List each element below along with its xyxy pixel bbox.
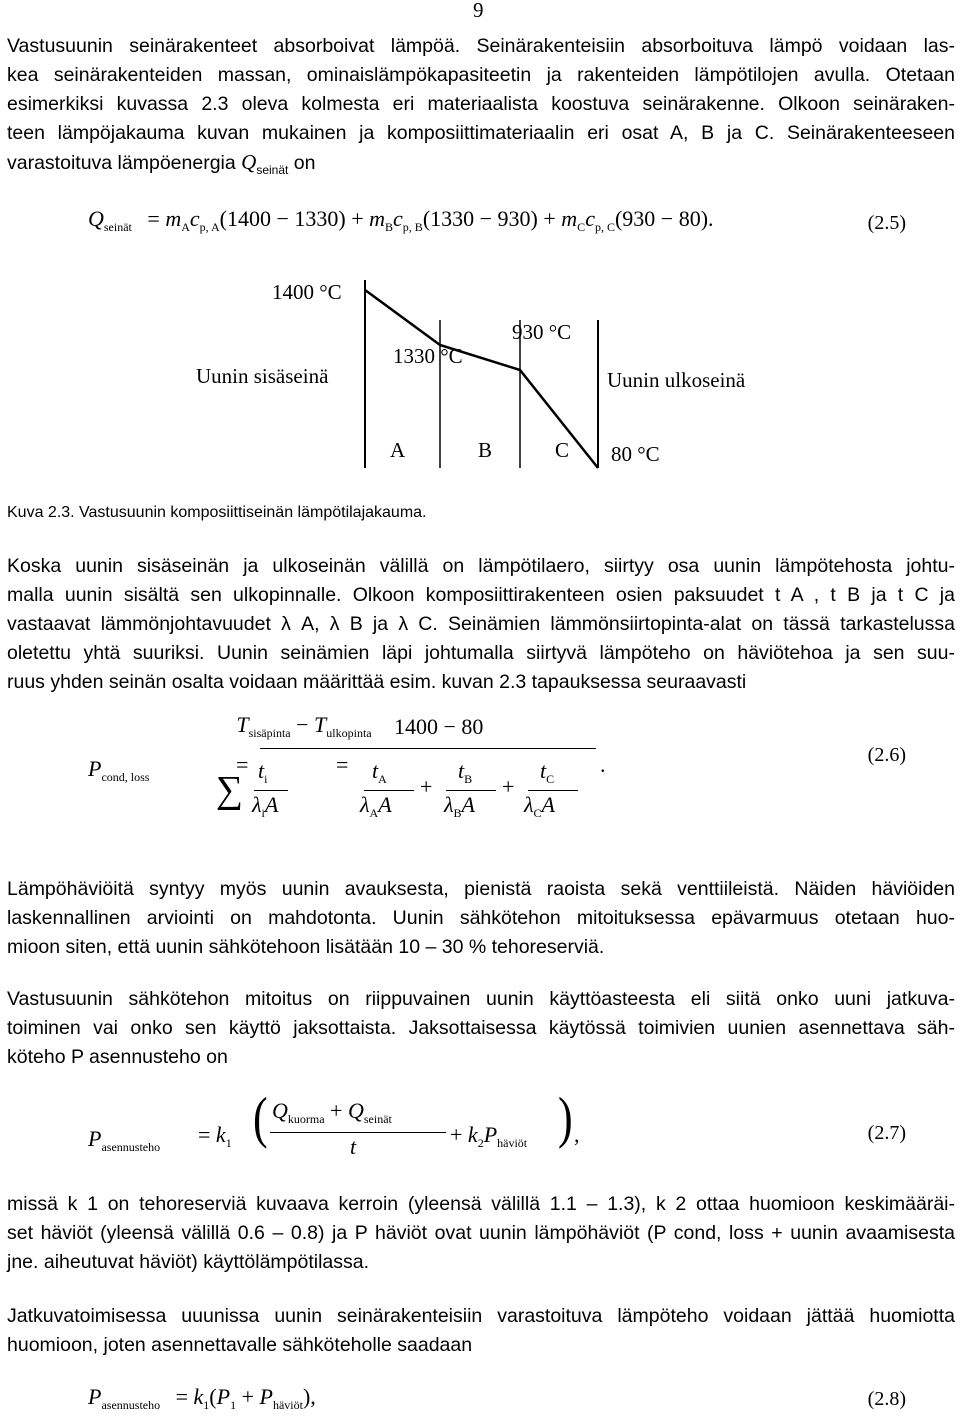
text-line: köteho P asennusteho on <box>7 1046 228 1068</box>
text-line: laskennallinen arviointi on mahdotonta. Uunin sähkötehon mitoituksessa epävarmuus otetaan huo- <box>7 907 955 929</box>
koska-paragraph <box>7 552 955 697</box>
text-line: toiminen vai onko sen käyttö jaksottaista. Jaksottaisessa käytössä toimivien uunien asennettava säh- <box>7 1017 955 1039</box>
temperature-figure <box>0 260 960 480</box>
text-line: missä k 1 on tehoreserviä kuvaava kerroin (yleensä välillä 1.1 – 1.3), k 2 ottaa huomioon keskimääräi- <box>7 1193 955 1215</box>
text-line: Lämpöhäviöitä syntyy myös uunin avauksesta, pienistä raoista sekä venttiileistä. Näiden häviöiden <box>7 878 955 900</box>
where-paragraph <box>7 1190 955 1277</box>
text-line: Koska uunin sisäseinän ja ulkoseinän välillä on lämpötilaero, siirtyy osa uunin lämpötehosta johtu- <box>7 555 955 577</box>
text-line: ruus yhden seinän osalta voidaan määrittää esim. kuvan 2.3 tapauksessa seuraavasti <box>7 671 747 693</box>
text-line: Vastusuunin sähkötehon mitoitus on riippuvainen uunin käyttöasteesta eli siitä onko uuni jatkuva- <box>7 988 955 1010</box>
inner-wall-label: Uunin sisäseinä <box>196 364 329 388</box>
sizing-paragraph <box>7 985 955 1072</box>
page-number: 9 <box>473 0 484 22</box>
text-line: oletettu yhtä suuriksi. Uunin seinämien läpi johtumalla siirtyvä lämpöteho on häviötehoa ja sen suu- <box>7 642 955 664</box>
equation-2-7: $P_{asennusteho}$ = $k_1$ ( $Q_{kuorma} + Q_{seinät}$ t + $k_2P_{häviöt}$ ) , <box>88 1085 580 1159</box>
equation-number: (2.6) <box>867 744 906 766</box>
equation-number: (2.5) <box>867 212 906 234</box>
layer-b-label: B <box>478 438 493 462</box>
intro-paragraph <box>7 32 955 178</box>
equation-number: (2.7) <box>867 1122 906 1144</box>
continuous-paragraph <box>7 1302 955 1360</box>
temp-inner-label: 1400 °C <box>272 280 342 304</box>
text-line: mioon siten, että uunin sähkötehoon lisätään 10 – 30 % tehoreserviä. <box>7 936 605 958</box>
outer-wall-label: Uunin ulkoseinä <box>607 368 746 392</box>
text-line: Vastusuunin seinärakenteet absorboivat lämpöä. Seinärakenteisiin absorboituva lämpö voidaan las- <box>7 35 955 57</box>
text-line: jne. aiheutuvat häviöt) käyttölämpötilassa. <box>7 1251 370 1273</box>
figure-caption: Kuva 2.3. Vastusuunin komposiittiseinän lämpötilajakauma. <box>7 504 427 521</box>
equation-2-5: $Q_{seinät} = m_Ac_{p, A}(1400 - 1330) + m_Bc_{p, B}(1330 - 930) + m_Cc_{p, C}(930 - 80)$. <box>88 206 714 234</box>
layer-c-label: C <box>555 438 570 462</box>
temp-outer-label: 80 °C <box>611 442 660 466</box>
text-line: Jatkuvatoimisessa uuunissa uunin seinärakenteisiin varastoituva lämpöteho voidaan jättää huomiotta <box>7 1305 955 1327</box>
layer-a-label: A <box>390 438 406 462</box>
losses-paragraph <box>7 875 955 962</box>
text-line: set häviöt (yleensä välillä 0.6 – 0.8) ja P häviöt ovat uunin lämpöhäviöt (P cond, loss + uunin avaamisesta <box>7 1222 955 1244</box>
text-line: huomioon, joten asennettavalle sähköteholle saadaan <box>7 1334 473 1356</box>
text-line: esimerkiksi kuvassa 2.3 oleva kolmesta eri materiaalista koostuva seinärakenne. Olkoon seinäraken- <box>7 93 955 115</box>
text-line: vastaavat lämmönjohtavuudet λ A, λ B ja λ C. Seinämien lämmönsiirtopinta-alat on tässä tarkastelussa <box>7 613 955 635</box>
text-line: malla uunin sisältä sen ulkopinnalle. Olkoon komposiittirakenteen osien paksuudet t A , t B ja t C ja <box>7 584 955 606</box>
equation-2-8: $P_{asennusteho} = k_1(P_1 + P_{häviöt})$, <box>88 1384 316 1412</box>
temp-ab-label: 1330 °C <box>393 344 463 368</box>
text-line: varastoituva lämpöenergia $Q_{seinät}$ on <box>7 150 316 177</box>
text-line: kea seinärakenteiden massan, ominaislämpökapasiteetin ja rakenteiden lämpötilojen avulla. Otetaan <box>7 64 955 86</box>
temp-bc-label: 930 °C <box>512 320 572 344</box>
equation-number: (2.8) <box>867 1388 906 1410</box>
text-line: teen lämpöjakauma kuvan mukainen ja komposiittimateriaalin eri osat A, B ja C. Seinärakenteeseen <box>7 122 955 144</box>
